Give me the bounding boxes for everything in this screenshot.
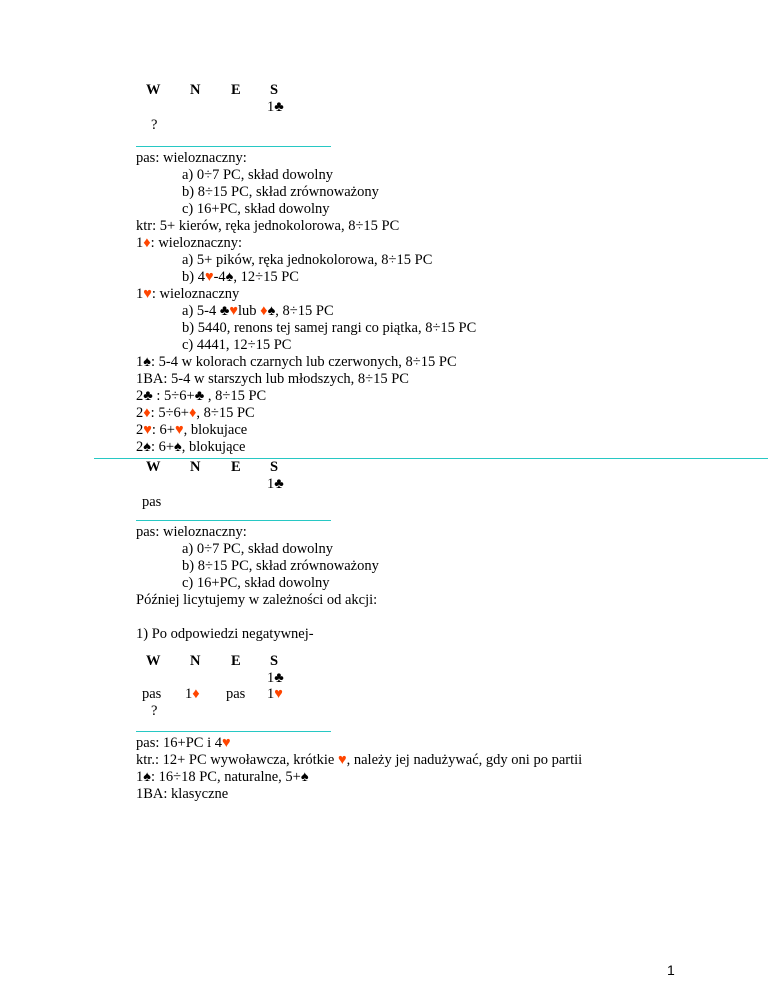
text-line: a) 5+ pików, ręka jednokolorowa, 8÷15 PC xyxy=(182,252,433,268)
seat-west: W xyxy=(146,459,161,475)
spade-icon: ♠ xyxy=(174,439,182,455)
text-line: b) 4♥-4♠, 12÷15 PC xyxy=(182,269,299,285)
text-line: b) 8÷15 PC, skład zrównoważony xyxy=(182,558,379,574)
text-line: c) 4441, 12÷15 PC xyxy=(182,337,292,353)
bid: 1♣ xyxy=(267,670,284,686)
text-line: 1BA: klasyczne xyxy=(136,786,229,802)
seat-east: E xyxy=(231,459,241,475)
text-line: pas: wieloznaczny: xyxy=(136,150,247,166)
divider xyxy=(136,520,331,521)
text-line: ktr.: 12+ PC wywoławcza, krótkie ♥, należy jej nadużywać, gdy oni po partii xyxy=(136,752,583,768)
text-line: 2♠: 6+♠, blokujące xyxy=(136,439,246,455)
club-icon: ♣ xyxy=(194,388,205,404)
text-line: ktr: 5+ kierów, ręka jednokolorowa, 8÷15 PC xyxy=(136,218,400,234)
page-number: 1 xyxy=(667,962,675,978)
diamond-icon: ♦ xyxy=(143,235,151,251)
bid: 1♣ xyxy=(267,476,284,492)
bid: ? xyxy=(151,117,158,133)
seat-west: W xyxy=(146,82,161,98)
spade-icon: ♠ xyxy=(143,439,151,455)
club-icon: ♣ xyxy=(219,303,230,319)
bid: pas xyxy=(142,686,162,702)
diamond-icon: ♦ xyxy=(143,405,151,421)
text-line: pas: 16+PC i 4♥ xyxy=(136,735,231,751)
spade-icon: ♠ xyxy=(143,354,151,370)
heart-icon: ♥ xyxy=(204,269,214,285)
heart-icon: ♥ xyxy=(174,422,184,438)
seat-north: N xyxy=(190,82,201,98)
bid: pas xyxy=(142,494,162,510)
seat-east: E xyxy=(231,653,241,669)
text-line: Później licytujemy w zależności od akcji: xyxy=(136,592,378,608)
heart-icon: ♥ xyxy=(143,422,152,438)
heart-icon: ♥ xyxy=(229,303,238,319)
seat-north: N xyxy=(190,653,201,669)
seat-west: W xyxy=(146,653,161,669)
bid: pas xyxy=(226,686,246,702)
heart-icon: ♥ xyxy=(337,752,347,768)
club-icon: ♣ xyxy=(274,670,284,686)
text-line: 2♣ : 5÷6+♣ , 8÷15 PC xyxy=(136,388,267,404)
club-icon: ♣ xyxy=(274,476,284,492)
text-line: a) 0÷7 PC, skład dowolny xyxy=(182,167,333,183)
text-line: 2♥: 6+♥, blokujace xyxy=(136,422,248,438)
bid: 1♥ xyxy=(267,686,283,702)
club-icon: ♣ xyxy=(143,388,153,404)
text-line: 1) Po odpowiedzi negatywnej- xyxy=(136,626,314,642)
club-icon: ♣ xyxy=(274,99,284,115)
divider xyxy=(136,731,331,732)
text-line: b) 8÷15 PC, skład zrównoważony xyxy=(182,184,379,200)
spade-icon: ♠ xyxy=(143,769,151,785)
seat-north: N xyxy=(190,459,201,475)
spade-icon: ♠ xyxy=(267,303,276,319)
diamond-icon: ♦ xyxy=(260,303,268,319)
text-line: 2♦: 5÷6+♦, 8÷15 PC xyxy=(136,405,255,421)
spade-icon: ♠ xyxy=(225,269,234,285)
seat-south: S xyxy=(270,82,279,98)
text-line: c) 16+PC, skład dowolny xyxy=(182,201,330,217)
seat-south: S xyxy=(270,653,279,669)
text-line: 1♠: 16÷18 PC, naturalne, 5+♠ xyxy=(136,769,309,785)
text-line: b) 5440, renons tej samej rangi co piątka, 8÷15 PC xyxy=(182,320,477,336)
text-line: a) 0÷7 PC, skład dowolny xyxy=(182,541,333,557)
diamond-icon: ♦ xyxy=(188,405,197,421)
seat-south: S xyxy=(270,459,279,475)
text-line: 1♠: 5-4 w kolorach czarnych lub czerwonych, 8÷15 PC xyxy=(136,354,457,370)
bid: ? xyxy=(151,703,158,719)
heart-icon: ♥ xyxy=(221,735,231,751)
text-line: c) 16+PC, skład dowolny xyxy=(182,575,330,591)
bid: 1♣ xyxy=(267,99,284,115)
seat-east: E xyxy=(231,82,241,98)
spade-icon: ♠ xyxy=(300,769,309,785)
divider xyxy=(136,146,331,147)
text-line: a) 5-4 ♣♥lub ♦♠, 8÷15 PC xyxy=(182,303,334,319)
text-line: pas: wieloznaczny: xyxy=(136,524,247,540)
text-line: 1BA: 5-4 w starszych lub młodszych, 8÷15 PC xyxy=(136,371,409,387)
diamond-icon: ♦ xyxy=(192,686,200,702)
heart-icon: ♥ xyxy=(274,686,283,702)
bid: 1♦ xyxy=(185,686,200,702)
text-line: 1♦: wieloznaczny: xyxy=(136,235,243,251)
text-line: 1♥: wieloznaczny xyxy=(136,286,240,302)
heart-icon: ♥ xyxy=(143,286,152,302)
